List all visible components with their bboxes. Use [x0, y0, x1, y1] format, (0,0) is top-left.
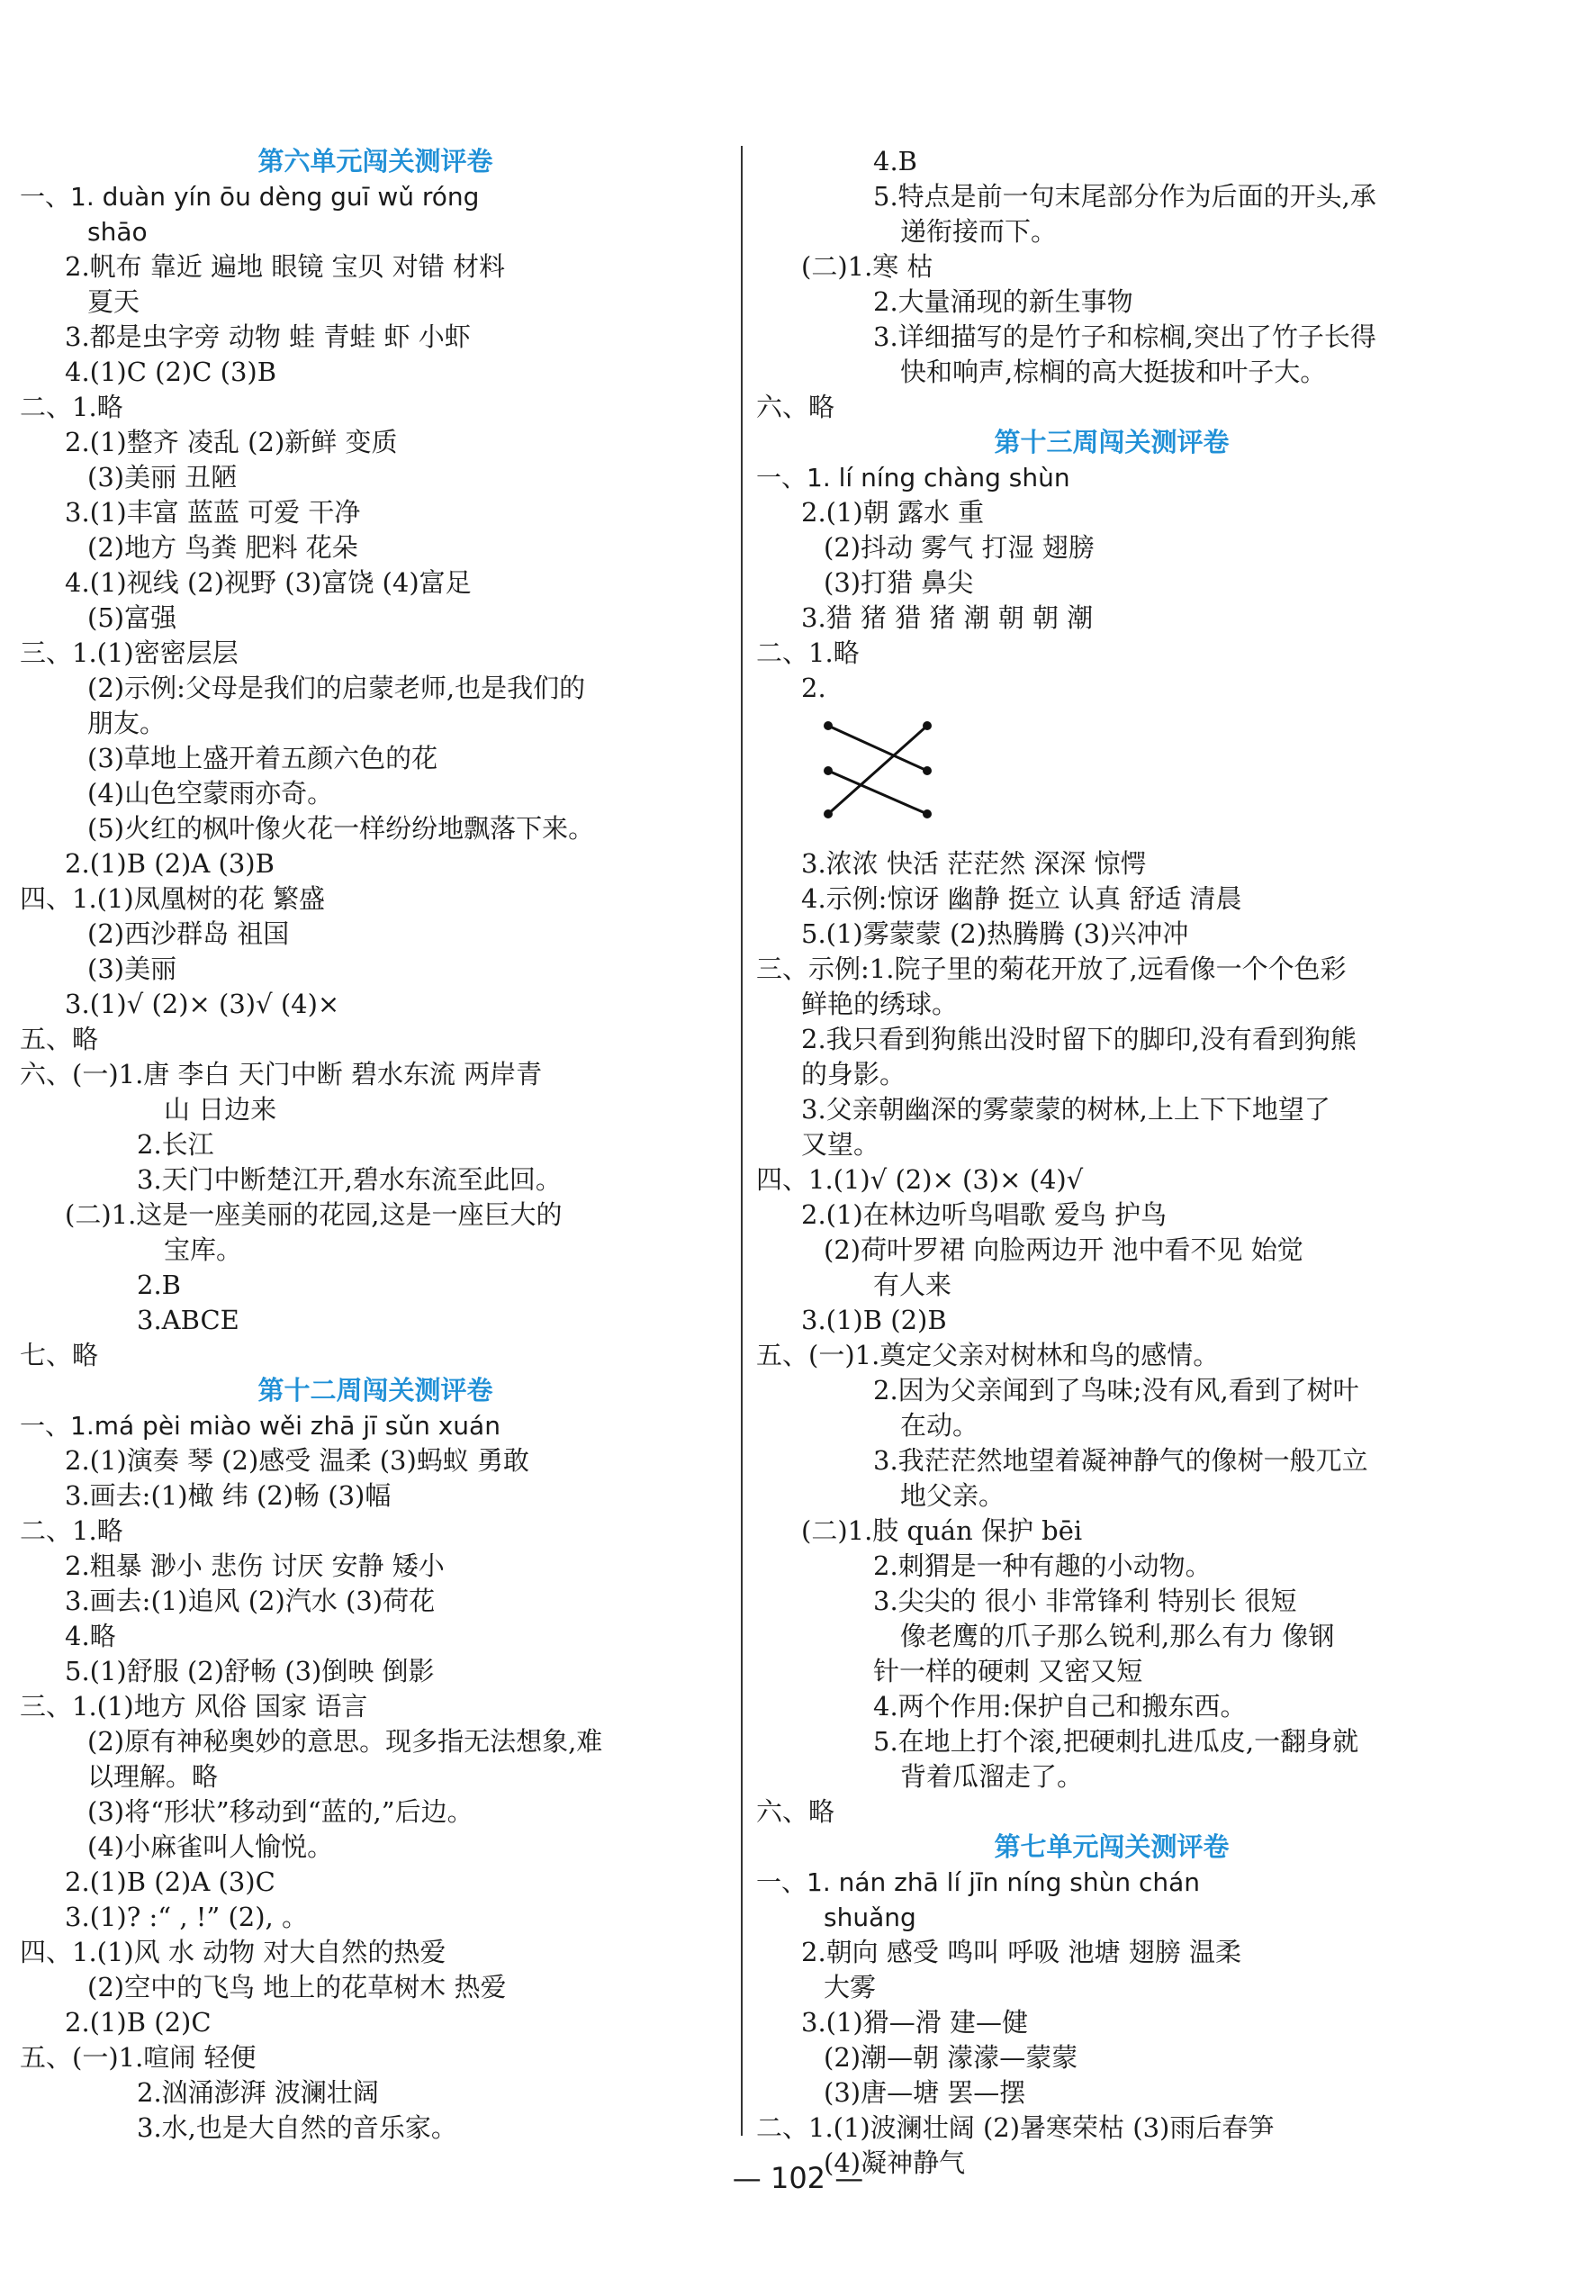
answer-line: shāo	[87, 217, 148, 247]
answer-line: 五、略	[20, 1024, 99, 1054]
answer-line: 2.大量涌现的新生事物	[873, 286, 1133, 317]
answer-line: (5)火红的枫叶像火花一样纷纷地飘落下来。	[87, 813, 595, 844]
match-dot	[824, 766, 833, 775]
answer-line: 4.两个作用:保护自己和搬东西。	[873, 1691, 1247, 1722]
answer-line: 2.长江	[137, 1129, 214, 1160]
answer-line: 三、示例:1.院子里的菊花开放了,远看像一个个色彩	[756, 954, 1347, 984]
answer-line: 4.示例:惊讶 幽静 挺立 认真 舒适 清晨	[801, 883, 1242, 914]
answer-line: 四、1.(1)√ (2)× (3)× (4)√	[756, 1164, 1084, 1195]
answer-line: 2.帆布 靠近 遍地 眼镜 宝贝 对错 材料	[65, 251, 505, 282]
left-column	[20, 144, 731, 2146]
answer-line: (2)地方 鸟粪 肥料 花朵	[87, 532, 358, 563]
answer-line: 五、(一)1.奠定父亲对树林和鸟的感情。	[756, 1340, 1220, 1370]
answer-line: 4.(1)C (2)C (3)B	[65, 357, 277, 387]
answer-line: 2.(1)B (2)A (3)C	[65, 1867, 275, 1897]
answer-line: 3.画去:(1)追风 (2)汽水 (3)荷花	[65, 1586, 436, 1616]
answer-line: 像老鹰的爪子那么锐利,那么有力 像钢	[900, 1621, 1335, 1651]
match-dot	[824, 721, 833, 730]
answer-line: (二)1.这是一座美丽的花园,这是一座巨大的	[65, 1199, 563, 1230]
match-line	[828, 726, 927, 814]
answer-line: 山 日边来	[164, 1094, 277, 1125]
answer-line: 5.(1)舒服 (2)舒畅 (3)倒映 倒影	[65, 1656, 435, 1686]
match-dot	[824, 809, 833, 818]
answer-line: (2)示例:父母是我们的启蒙老师,也是我们的	[87, 673, 586, 703]
answer-line: (二)1.肢 quán 保护 bēi	[801, 1515, 1083, 1546]
answer-line: 3.ABCE	[137, 1305, 239, 1335]
answer-line: 朋友。	[87, 708, 167, 738]
answer-line: 七、略	[20, 1340, 99, 1370]
answer-line: 四、1.(1)风 水 动物 对大自然的热爱	[20, 1937, 446, 1967]
answer-line: 一、1. lí níng chàng shùn	[756, 463, 1070, 493]
answer-line: 2.刺猬是一种有趣的小动物。	[873, 1550, 1212, 1581]
answer-line: 3.猎 猪 猎 猪 潮 朝 朝 潮	[801, 602, 1094, 633]
answer-line: 2.因为父亲闻到了鸟味;没有风,看到了树叶	[873, 1375, 1359, 1406]
answer-line: 3.父亲朝幽深的雾蒙蒙的树林,上上下下地望了	[801, 1094, 1330, 1125]
match-line	[828, 726, 927, 771]
answer-line: 3.水,也是大自然的音乐家。	[137, 2112, 457, 2143]
answer-line: 5.在地上打个滚,把硬刺扎进瓜皮,一翻身就	[873, 1726, 1359, 1757]
section-heading: 第十三周闯关测评卷	[994, 427, 1230, 457]
answer-line: 5.(1)雾蒙蒙 (2)热腾腾 (3)兴冲冲	[801, 918, 1189, 949]
answer-line: 五、(一)1.喧闹 轻便	[20, 2042, 257, 2073]
answer-line: 2.(1)整齐 凌乱 (2)新鲜 变质	[65, 427, 398, 457]
column-divider	[741, 146, 743, 2136]
answer-line: 背着瓜溜走了。	[900, 1761, 1084, 1792]
answer-line: 四、1.(1)凤凰树的花 繁盛	[20, 883, 325, 914]
answer-line: 递衔接而下。	[900, 216, 1058, 247]
answer-line: 3.(1)丰富 蓝蓝 可爱 干净	[65, 497, 361, 528]
answer-line: (2)潮—朝 濛濛—蒙蒙	[824, 2042, 1078, 2073]
answer-line: 二、1.略	[20, 1515, 123, 1546]
answer-line: 2.我只看到狗熊出没时留下的脚印,没有看到狗熊	[801, 1024, 1357, 1054]
answer-line: (3)草地上盛开着五颜六色的花	[87, 743, 438, 773]
page-number: — 102 —	[732, 2161, 864, 2195]
answer-line: 有人来	[873, 1270, 952, 1300]
match-line	[828, 771, 927, 814]
answer-line: (3)唐—塘 罢—摆	[824, 2077, 1026, 2108]
answer-line: 2.朝向 感受 鸣叫 呼吸 池塘 翅膀 温柔	[801, 1937, 1241, 1967]
answer-line: 六、略	[756, 392, 835, 422]
answer-line: (二)1.寒 枯	[801, 251, 933, 282]
answer-line: (3)美丽	[87, 954, 177, 984]
answer-line: 的身影。	[801, 1059, 906, 1089]
match-dot	[923, 721, 932, 730]
answer-line: 六、(一)1.唐 李白 天门中断 碧水东流 两岸青	[20, 1059, 543, 1089]
answer-line: 宝库。	[164, 1234, 243, 1265]
answer-line: (4)凝神静气	[824, 2147, 966, 2178]
answer-line: 2.B	[137, 1270, 181, 1300]
answer-line: (2)原有神秘奥妙的意思。现多指无法想象,难	[87, 1726, 603, 1757]
answer-line: 二、1.(1)波澜壮阔 (2)暑寒荣枯 (3)雨后春笋	[756, 2112, 1275, 2143]
answer-line: 又望。	[801, 1129, 880, 1160]
answer-line: 针一样的硬刺 又密又短	[873, 1656, 1143, 1686]
match-dot	[923, 809, 932, 818]
answer-line: (4)小麻雀叫人愉悦。	[87, 1831, 334, 1862]
answer-line: 3.浓浓 快活 茫茫然 深深 惊愕	[801, 848, 1147, 879]
answer-line: 2.	[801, 673, 826, 703]
answer-line: (4)山色空蒙雨亦奇。	[87, 778, 334, 809]
answer-line: 2.(1)B (2)A (3)B	[65, 848, 275, 879]
answer-line: 3.都是虫字旁 动物 蛙 青蛙 虾 小虾	[65, 321, 471, 352]
answer-line: 二、1.略	[20, 392, 123, 422]
answer-line: 4.(1)视线 (2)视野 (3)富饶 (4)富足	[65, 567, 472, 598]
answer-line: 2.(1)朝 露水 重	[801, 497, 985, 528]
answer-line: 一、1. duàn yín ōu dèng guī wǔ róng	[20, 182, 480, 212]
answer-line: 鲜艳的绣球。	[801, 989, 959, 1019]
answer-line: 5.特点是前一句末尾部分作为后面的开头,承	[873, 181, 1376, 212]
answer-line: 六、略	[756, 1796, 835, 1827]
answer-line: 3.(1)猾—滑 建—健	[801, 2007, 1028, 2038]
answer-line: 3.(1)B (2)B	[801, 1305, 947, 1335]
answer-line: 3.(1)? :“ , !” (2), 。	[65, 1902, 308, 1932]
answer-line: 2.(1)演奏 琴 (2)感受 温柔 (3)蚂蚁 勇敢	[65, 1445, 529, 1476]
answer-line: 在动。	[900, 1410, 979, 1441]
answer-line: (2)荷叶罗裙 向脸两边开 池中看不见 始觉	[824, 1234, 1303, 1265]
answer-line: (2)西沙群岛 祖国	[87, 918, 290, 949]
answer-line: 快和响声,棕榈的高大挺拔和叶子大。	[900, 357, 1327, 387]
answer-line: 一、1. nán zhā lí jīn níng shùn chán	[756, 1867, 1201, 1897]
answer-line: (5)富强	[87, 602, 177, 633]
answer-line: 3.详细描写的是竹子和棕榈,突出了竹子长得	[873, 321, 1376, 352]
section-heading: 第十二周闯关测评卷	[257, 1375, 493, 1406]
right-column	[756, 144, 1467, 2181]
answer-line: 三、1.(1)地方 风俗 国家 语言	[20, 1691, 368, 1722]
answer-line: 2.粗暴 渺小 悲伤 讨厌 安静 矮小	[65, 1550, 445, 1581]
answer-line: 2.(1)在林边听鸟唱歌 爱鸟 护鸟	[801, 1199, 1168, 1230]
answer-line: (3)打猎 鼻尖	[824, 567, 974, 598]
answer-line: 一、1.má pèi miào wěi zhā jī sǔn xuán	[20, 1411, 500, 1441]
answer-line: (2)空中的飞鸟 地上的花草树木 热爱	[87, 1972, 507, 2002]
answer-line: shuǎng	[824, 1903, 916, 1932]
answer-line: 3.尖尖的 很小 非常锋利 特别长 很短	[873, 1586, 1297, 1616]
answer-line: 以理解。略	[87, 1761, 219, 1792]
section-heading: 第七单元闯关测评卷	[994, 1831, 1230, 1862]
answer-line: (3)将“形状”移动到“蓝的,”后边。	[87, 1796, 473, 1827]
answer-line: 3.我茫茫然地望着凝神静气的像树一般兀立	[873, 1445, 1368, 1476]
answer-line: 三、1.(1)密密层层	[20, 637, 239, 668]
answer-line: 二、1.略	[756, 637, 860, 668]
answer-line: (3)美丽 丑陋	[87, 462, 238, 493]
answer-line: (2)抖动 雾气 打湿 翅膀	[824, 532, 1095, 563]
answer-line: 2.(1)B (2)C	[65, 2007, 212, 2038]
section-heading: 第六单元闯关测评卷	[257, 146, 493, 176]
answer-line: 地父亲。	[900, 1480, 1005, 1511]
answer-line: 夏天	[87, 286, 140, 317]
answer-line: 3.画去:(1)橄 纬 (2)畅 (3)幅	[65, 1480, 392, 1511]
answer-line: 4.B	[873, 146, 917, 176]
answer-line: 大雾	[824, 1972, 877, 2002]
answer-line: 3.(1)√ (2)× (3)√ (4)×	[65, 989, 340, 1019]
match-dot	[923, 766, 932, 775]
matching-lines	[756, 706, 1467, 846]
answer-line: 2.汹涌澎湃 波澜壮阔	[137, 2077, 379, 2108]
answer-line: 4.略	[65, 1621, 116, 1651]
answer-line: 3.天门中断楚江开,碧水东流至此回。	[137, 1164, 562, 1195]
